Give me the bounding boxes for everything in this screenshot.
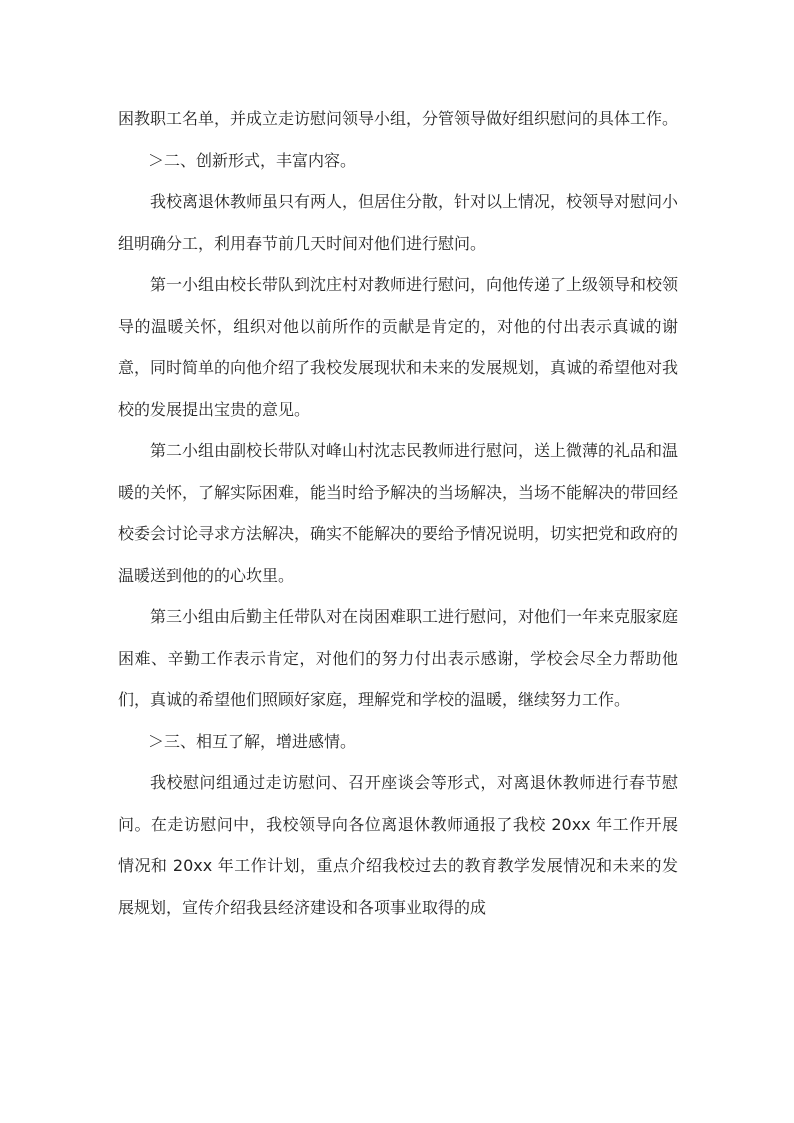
paragraph-continuation: 困教职工名单，并成立走访慰问领导小组，分管领导做好组织慰问的具体工作。 <box>118 109 679 128</box>
paragraph-background: 我校离退休教师虽只有两人，但居住分散，针对以上情况，校领导对慰问小组明确分工，利用春节前几天时间对他们进行慰问。 <box>118 192 679 253</box>
paragraph-group-three: 第三小组由后勤主任带队对在岗困难职工进行慰问，对他们一年来克服家庭困难、辛勤工作表示肯定，对他们的努力付出表示感谢，学校会尽全力帮助他们，真诚的希望他们照顾好家庭，理解党和学校的温暖，继续努力工作。 <box>118 607 679 709</box>
section-heading-3: ＞三、相互了解，增进感情。 <box>148 731 357 751</box>
section-heading-2: ＞二、创新形式，丰富内容。 <box>148 150 357 170</box>
paragraph-group-one: 第一小组由校长带队到沈庄村对教师进行慰问，向他传递了上级领导和校领导的温暖关怀，组织对他以前所作的贡献是肯定的，对他的付出表示真诚的谢意，同时简单的向他介绍了我校发展现状和未来的发展规划，真诚的希望他对我校的发展提出宝贵的意见。 <box>118 275 679 419</box>
paragraph-visit-summary: 我校慰问组通过走访慰问、召开座谈会等形式，对离退休教师进行春节慰问。在走访慰问中，我校领导向各位离退休教师通报了我校 20xx 年工作开展情况和 20xx 年工作计划，重点介绍我校过去的教育教学发展情况和未来的发展规划，宣传介绍我县经济建设和各项事业取得的成 <box>118 773 678 917</box>
paragraph-group-two: 第二小组由副校长带队对峰山村沈志民教师进行慰问，送上微薄的礼品和温暖的关怀，了解实际困难，能当时给予解决的当场解决，当场不能解决的带回经校委会讨论寻求方法解决，确实不能解决的要给予情况说明，切实把党和政府的温暖送到他的的心坎里。 <box>118 441 679 585</box>
document-body <box>118 98 678 928</box>
